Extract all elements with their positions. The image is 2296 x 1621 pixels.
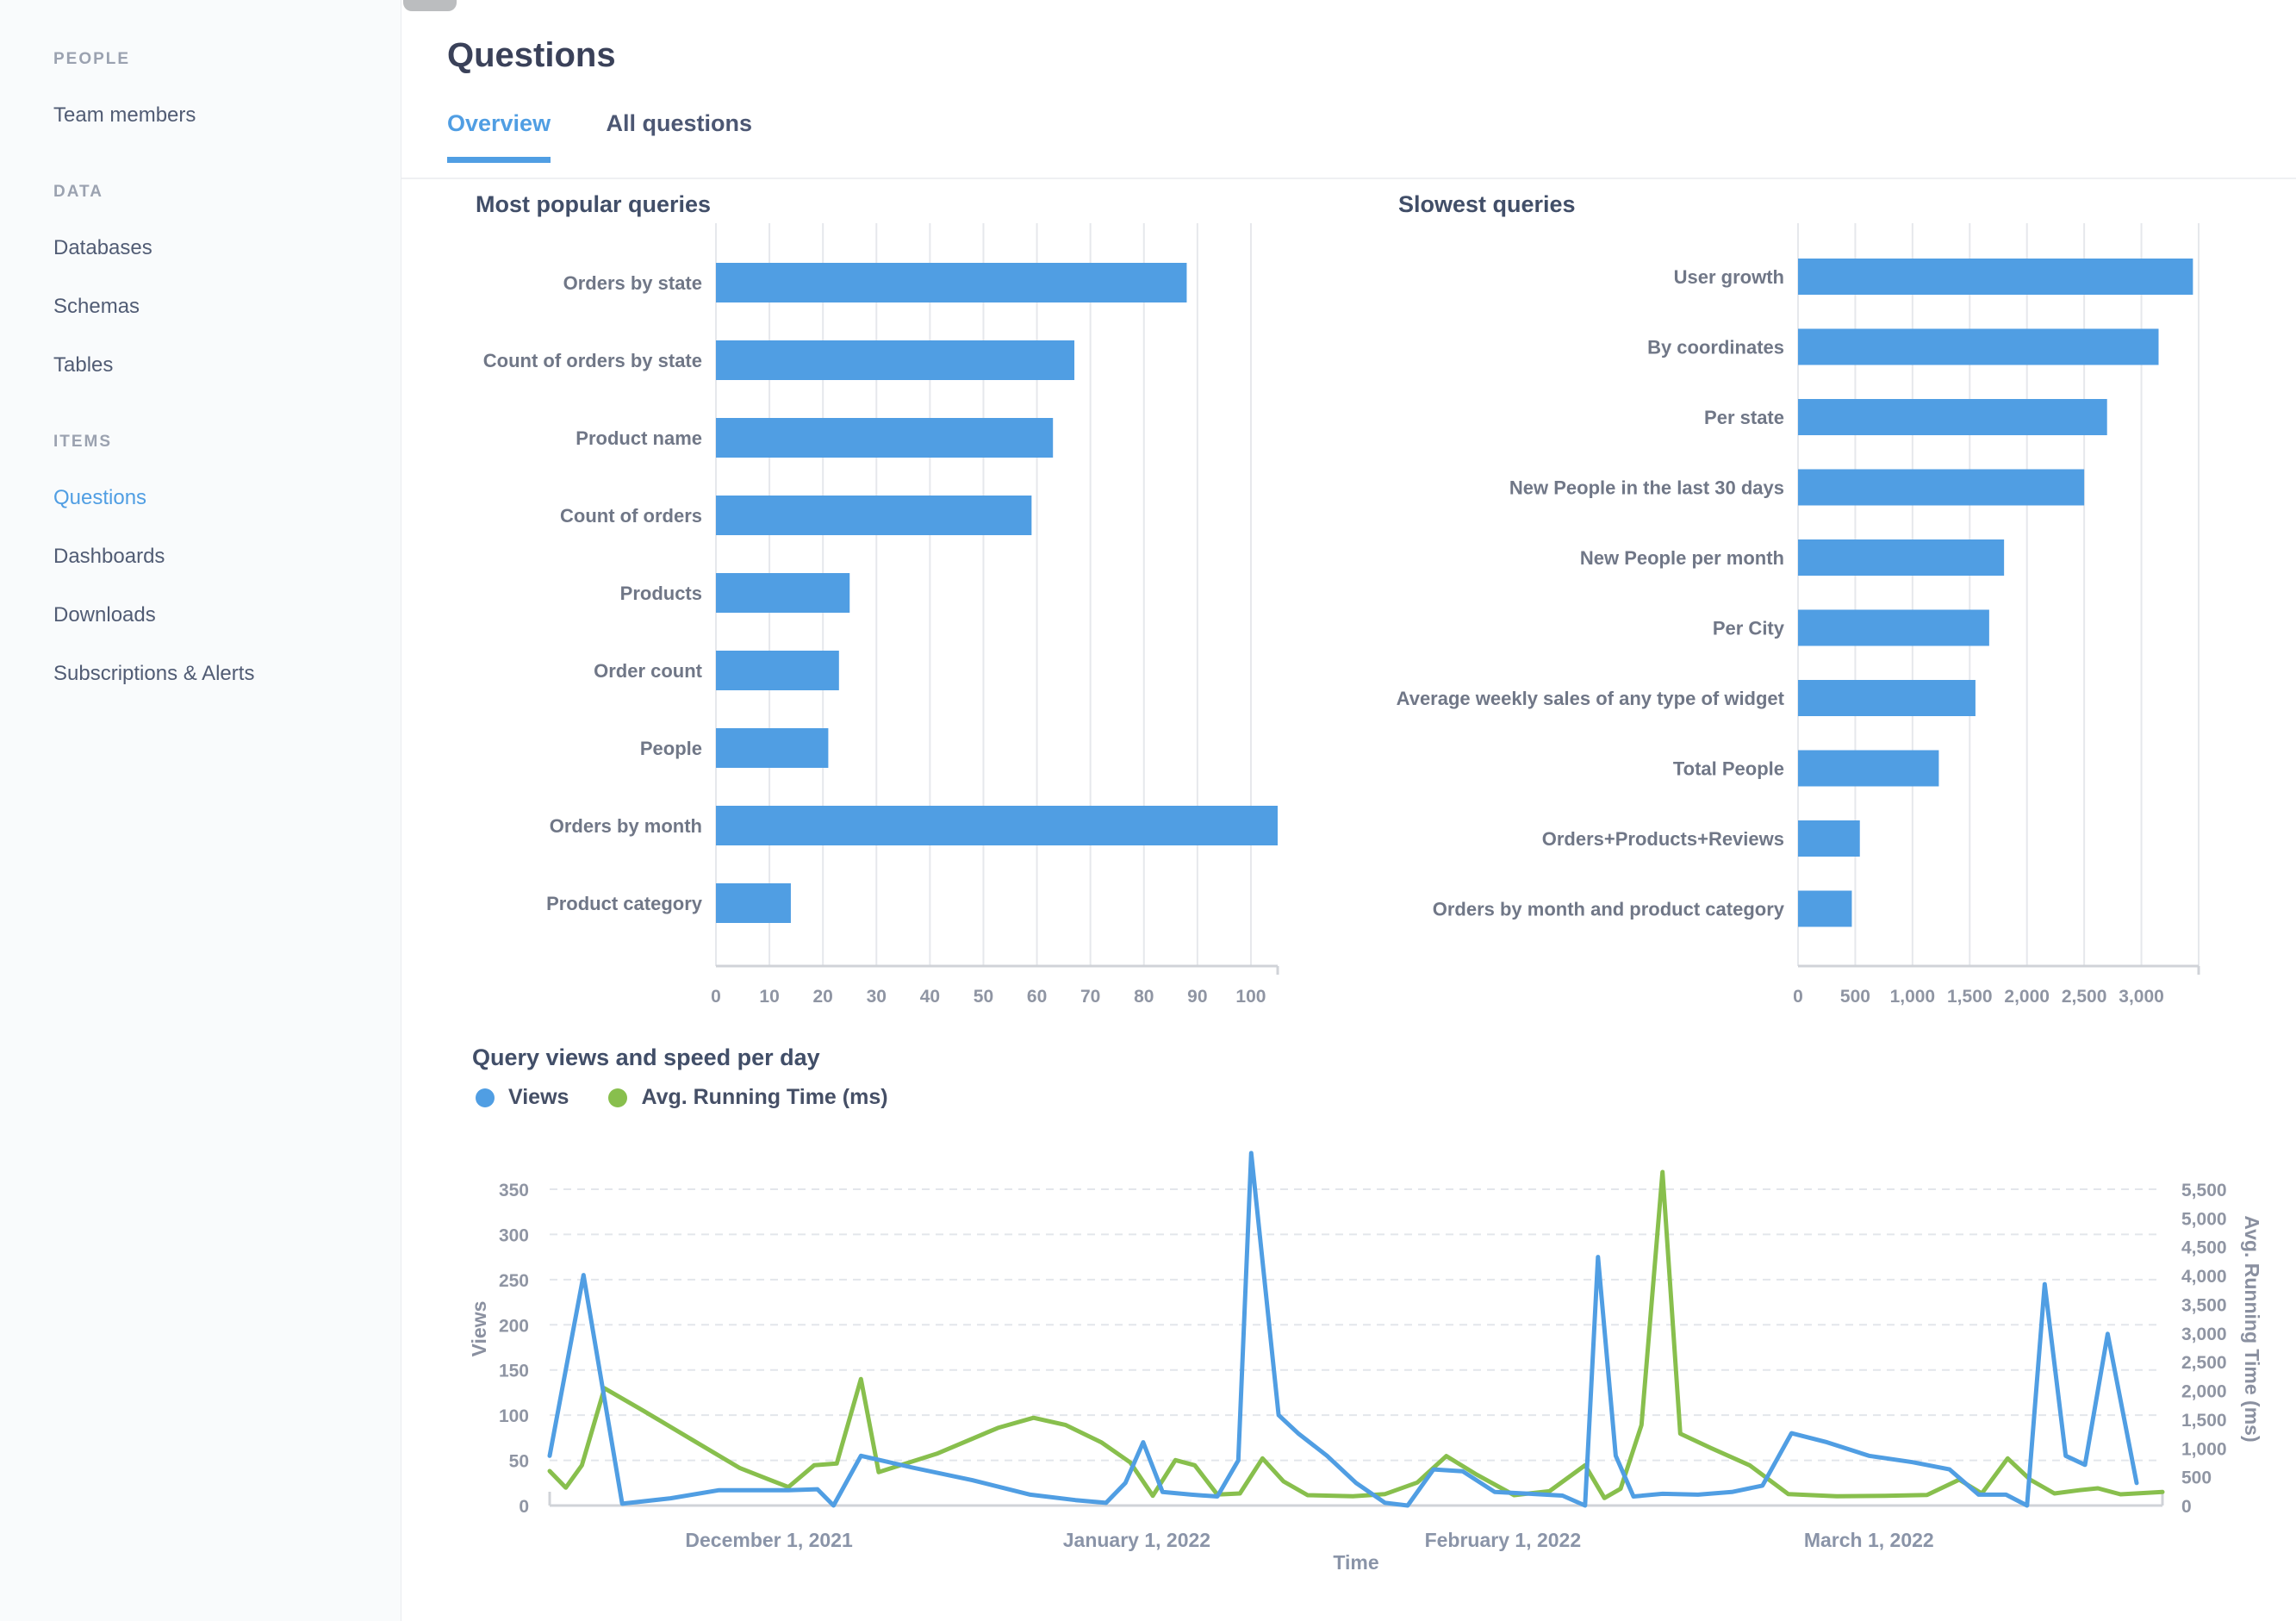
bar-new-people-in-the-last-30-days[interactable]	[1798, 470, 2084, 506]
bar-category-label: Average weekly sales of any type of widget	[1396, 688, 1784, 709]
left-axis-tick-label: 250	[498, 1270, 529, 1291]
bar-category-label: Per state	[1704, 407, 1784, 428]
right-axis-tick-label: 1,500	[2181, 1410, 2227, 1431]
x-tick-label: 30	[866, 987, 887, 1007]
left-axis-tick-label: 350	[498, 1180, 529, 1200]
bar-total-people[interactable]	[1798, 751, 1938, 787]
legend-label-running-time: Avg. Running Time (ms)	[641, 1085, 888, 1109]
query-views-speed-chart-block	[448, 1044, 2274, 1621]
left-axis-tick-label: 200	[498, 1316, 529, 1337]
bar-category-label: Per City	[1712, 617, 1784, 639]
left-axis-tick-label: 0	[519, 1497, 529, 1517]
x-axis-date-label: February 1, 2022	[1424, 1529, 1582, 1551]
chart-title-most-popular: Most popular queries	[476, 191, 712, 217]
line-views[interactable]	[550, 1153, 2137, 1506]
left-axis-tick-label: 150	[498, 1361, 529, 1381]
bar-category-label: Product name	[576, 427, 702, 449]
bar-per-city[interactable]	[1798, 610, 1989, 646]
sidebar-section-header-items: ITEMS	[53, 433, 113, 451]
x-tick-label: 90	[1187, 987, 1208, 1007]
bar-average-weekly-sales-of-any-type-of-widget[interactable]	[1798, 680, 1976, 716]
slowest-queries-chart-block	[1378, 191, 2267, 1041]
x-tick-label: 1,000	[1889, 987, 1936, 1007]
legend-label-views: Views	[508, 1085, 569, 1109]
right-axis-tick-label: 4,500	[2181, 1238, 2227, 1258]
sidebar-item-databases[interactable]: Databases	[53, 236, 152, 259]
bar-orders-by-state[interactable]	[716, 263, 1186, 302]
line-avg-running-time-ms[interactable]	[550, 1172, 2162, 1498]
chart-title-daily: Query views and speed per day	[472, 1044, 820, 1070]
tab-bar	[401, 110, 2296, 179]
views-speed-line-chart[interactable]	[448, 1120, 2274, 1621]
left-axis-tick-label: 50	[508, 1451, 529, 1472]
bar-new-people-per-month[interactable]	[1798, 539, 2004, 576]
tab-overview[interactable]: Overview	[447, 110, 551, 163]
bar-category-label: Count of orders by state	[482, 350, 702, 371]
running-time-dot-icon	[608, 1088, 627, 1107]
sidebar-item-downloads[interactable]: Downloads	[53, 603, 156, 627]
x-axis-title: Time	[1333, 1551, 1379, 1574]
right-axis-tick-label: 3,500	[2181, 1295, 2227, 1316]
most-popular-queries-chart-block	[448, 191, 1327, 1041]
right-axis-tick-label: 1,000	[2181, 1439, 2227, 1460]
sidebar-section-items	[53, 433, 401, 686]
x-tick-label: 60	[1026, 987, 1048, 1007]
legend-item-views[interactable]	[476, 1085, 569, 1110]
bar-category-label: Product category	[546, 893, 702, 914]
right-axis-title: Avg. Running Time (ms)	[2241, 1215, 2263, 1443]
sidebar-item-tables[interactable]: Tables	[53, 353, 114, 377]
right-axis-tick-label: 5,500	[2181, 1180, 2227, 1200]
most-popular-queries-bar-chart[interactable]	[448, 218, 1327, 1037]
x-tick-label: 20	[812, 987, 833, 1007]
bar-category-label: By coordinates	[1647, 336, 1784, 358]
bar-products[interactable]	[716, 573, 849, 613]
bar-category-label: New People per month	[1579, 547, 1784, 569]
x-tick-label: 100	[1235, 987, 1266, 1007]
sidebar-section-header-data: DATA	[53, 183, 103, 201]
bar-orders-by-month-and-product-category[interactable]	[1798, 891, 1851, 927]
sidebar-item-questions[interactable]: Questions	[53, 486, 147, 509]
right-axis-tick-label: 2,000	[2181, 1381, 2227, 1402]
x-tick-label: 1,500	[1947, 987, 1993, 1007]
bar-category-label: Products	[619, 583, 702, 604]
bar-category-label: Total People	[1672, 758, 1784, 780]
bar-product-name[interactable]	[716, 418, 1053, 458]
right-axis-tick-label: 2,500	[2181, 1353, 2227, 1374]
bar-count-of-orders[interactable]	[716, 496, 1031, 535]
bar-orders-products-reviews[interactable]	[1798, 820, 1860, 857]
right-axis-tick-label: 4,000	[2181, 1267, 2227, 1287]
bar-category-label: Orders by state	[563, 272, 702, 294]
bar-by-coordinates[interactable]	[1798, 329, 2159, 365]
x-tick-label: 500	[1839, 987, 1870, 1007]
x-tick-label: 70	[1080, 987, 1101, 1007]
x-tick-label: 10	[759, 987, 780, 1007]
bar-category-label: People	[639, 738, 702, 759]
bar-category-label: Order count	[594, 660, 702, 682]
x-tick-label: 2,500	[2061, 987, 2107, 1007]
clipped-nav-fragment	[403, 0, 457, 11]
sidebar-item-team-members[interactable]: Team members	[53, 103, 196, 127]
tab-all-questions[interactable]: All questions	[606, 110, 753, 136]
main-content	[401, 0, 2296, 1621]
bar-count-of-orders-by-state[interactable]	[716, 340, 1074, 380]
views-dot-icon	[476, 1088, 495, 1107]
x-tick-label: 0	[711, 987, 721, 1007]
bar-category-label: Orders+Products+Reviews	[1541, 828, 1784, 850]
x-tick-label: 40	[919, 987, 941, 1007]
x-tick-label: 2,000	[2004, 987, 2050, 1007]
x-tick-label: 50	[973, 987, 994, 1007]
bar-user-growth[interactable]	[1798, 259, 2193, 295]
page-title: Questions	[447, 36, 616, 74]
bar-per-state[interactable]	[1798, 399, 2107, 435]
x-tick-label: 80	[1134, 987, 1154, 1007]
right-axis-tick-label: 500	[2181, 1468, 2212, 1488]
bar-category-label: User growth	[1673, 266, 1784, 288]
legend-item-running-time[interactable]	[608, 1085, 887, 1110]
bar-product-category[interactable]	[716, 883, 791, 923]
right-axis-tick-label: 5,000	[2181, 1209, 2227, 1230]
chart-title-slowest: Slowest queries	[1398, 191, 1576, 217]
legend	[476, 1085, 2274, 1110]
sidebar-section-header-people: PEOPLE	[53, 50, 131, 68]
left-axis-tick-label: 300	[498, 1225, 529, 1246]
sidebar-item-schemas[interactable]: Schemas	[53, 295, 140, 318]
bar-category-label: Count of orders	[560, 505, 702, 527]
bar-category-label: Orders by month and product category	[1432, 898, 1784, 920]
left-axis-tick-label: 100	[498, 1406, 529, 1427]
left-axis-title: Views	[468, 1300, 490, 1357]
sidebar-item-dashboards[interactable]: Dashboards	[53, 545, 165, 568]
slowest-queries-bar-chart[interactable]	[1378, 218, 2267, 1037]
right-axis-tick-label: 0	[2181, 1497, 2192, 1517]
x-axis-date-label: December 1, 2021	[685, 1529, 853, 1551]
sidebar	[0, 0, 401, 1621]
sidebar-section-data	[53, 183, 401, 377]
bar-orders-by-month[interactable]	[716, 806, 1278, 845]
x-axis-date-label: March 1, 2022	[1803, 1529, 1934, 1551]
x-axis-date-label: January 1, 2022	[1062, 1529, 1211, 1551]
bar-people[interactable]	[716, 728, 828, 768]
sidebar-item-subscriptions-alerts[interactable]: Subscriptions & Alerts	[53, 662, 255, 685]
sidebar-section-people	[53, 50, 401, 128]
bar-category-label: Orders by month	[549, 815, 702, 837]
bar-order-count[interactable]	[716, 651, 839, 690]
x-tick-label: 3,000	[2119, 987, 2164, 1007]
bar-category-label: New People in the last 30 days	[1509, 477, 1784, 499]
right-axis-tick-label: 3,000	[2181, 1324, 2227, 1344]
x-tick-label: 0	[1793, 987, 1803, 1007]
